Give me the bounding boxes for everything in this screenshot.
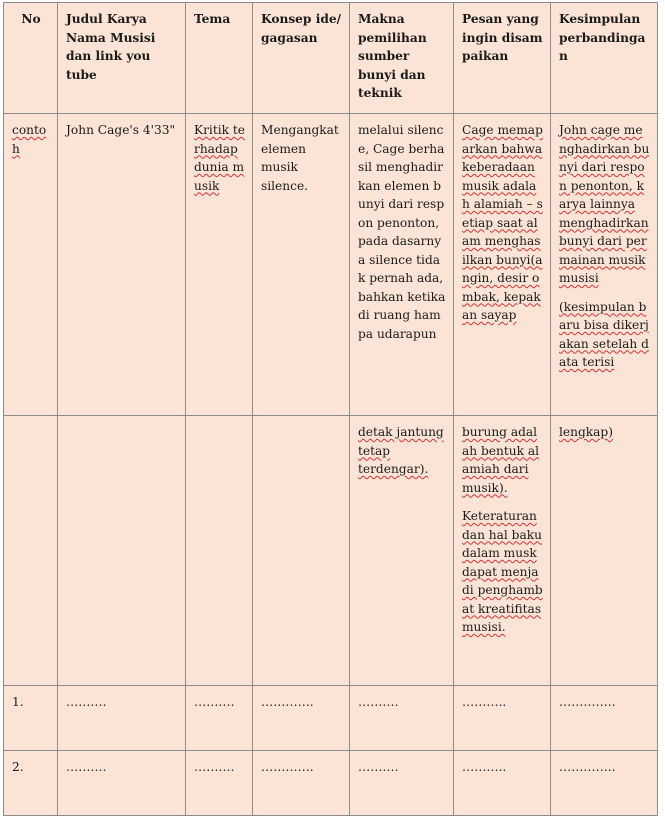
row-2-makna: ………. [350, 751, 454, 816]
row-1-tema: ………. [186, 686, 253, 751]
example-tema: Kritik terhadap dunia musik [186, 114, 253, 416]
header-makna: Makna pemilihan sumber bunyi dan teknik [350, 3, 454, 114]
example-judul: John Cage's 4'33" [58, 114, 186, 416]
cont-konsep [253, 416, 350, 686]
header-no: No [4, 3, 58, 114]
row-1-no: 1. [4, 686, 58, 751]
row-2-no: 2. [4, 751, 58, 816]
cont-kesimpulan: lengkap) [551, 416, 658, 686]
table-row [4, 686, 658, 751]
row-1-kesimpulan: ………….. [551, 686, 658, 751]
cont-pesan-p2: Keteraturan dan hal baku dalam musk dapat menjadi penghambat kreatifitas musisi. [462, 509, 543, 634]
header-pesan: Pesan yang ingin disampaikan [454, 3, 551, 114]
row-1-konsep: …………. [253, 686, 350, 751]
assignment-table [3, 2, 658, 816]
example-no: contoh [4, 114, 58, 416]
continuation-row [4, 416, 658, 686]
row-1-pesan: ……….. [454, 686, 551, 751]
example-kesimpulan-p2: (kesimpulan baru bisa dikerjakan setelah data terisi [559, 299, 649, 369]
cont-makna: detak jantung tetap terdengar). [350, 416, 454, 686]
row-2-tema: ………. [186, 751, 253, 816]
row-2-konsep: …………. [253, 751, 350, 816]
header-konsep: Konsep ide/gagasan [253, 3, 350, 114]
example-kesimpulan-p1: John cage menghadirkan bunyi dari respon penonton, karya lainnya menghadirkan bunyi dari permainan musik musisi [559, 123, 650, 285]
example-pesan: Cage memaparkan bahwa keberadaan musik adalah alamiah – setiap saat alam menghasilkan bunyi(angin, desir ombak, kepakan sayap [454, 114, 551, 416]
header-tema: Tema [186, 3, 253, 114]
cont-pesan-p1: burung adalah bentuk alamiah dari musik). [462, 425, 540, 495]
cont-tema [186, 416, 253, 686]
cont-pesan [454, 416, 551, 686]
row-1-judul: ………. [58, 686, 186, 751]
example-konsep: Mengangkat elemen musik silence. [253, 114, 350, 416]
row-1-makna: ………. [350, 686, 454, 751]
example-row [4, 114, 658, 416]
header-judul: Judul Karya Nama Musisi dan link you tube [58, 3, 186, 114]
header-row [4, 3, 658, 114]
cont-judul [58, 416, 186, 686]
example-makna: melalui silence, Cage berhasil menghadirkan elemen bunyi dari respon penonton, pada dasarnya silence tidak pernah ada, bahkan ketika di ruang hampa udarapun [350, 114, 454, 416]
header-kesimpulan: Kesimpulan perbandingan [551, 3, 658, 114]
row-2-kesimpulan: ………….. [551, 751, 658, 816]
row-2-pesan: ……….. [454, 751, 551, 816]
row-2-judul: ………. [58, 751, 186, 816]
table-row [4, 751, 658, 816]
example-kesimpulan [551, 114, 658, 416]
cont-no [4, 416, 58, 686]
